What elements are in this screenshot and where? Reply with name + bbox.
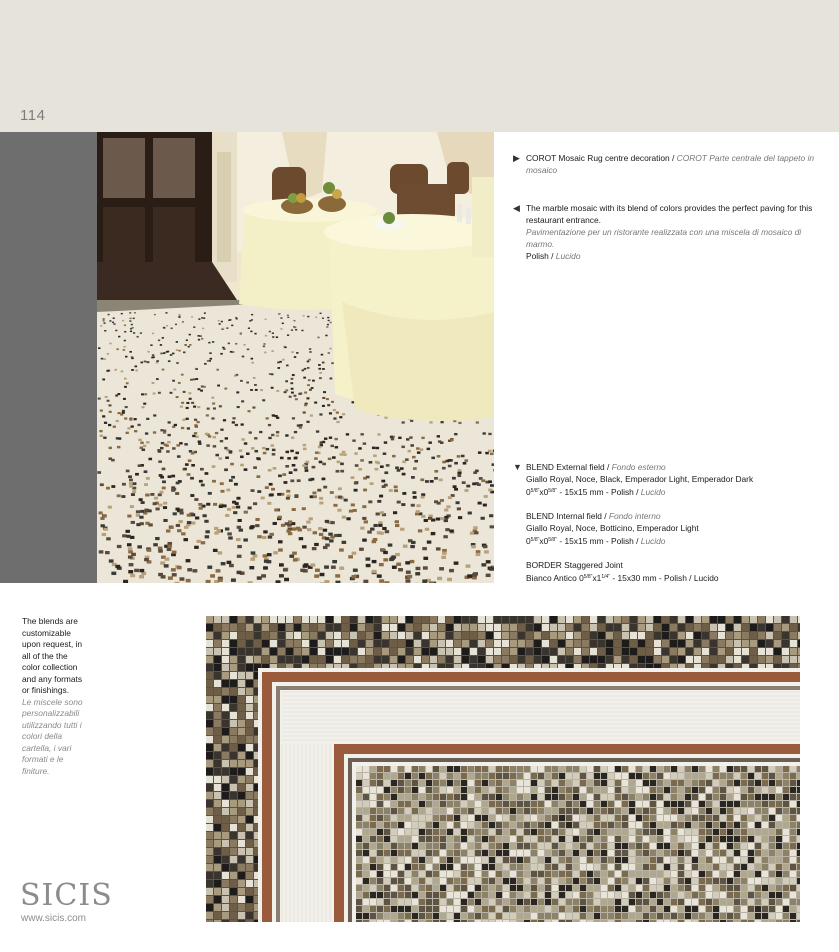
size-sup: 1/4" <box>601 574 611 580</box>
blend-internal-size <box>526 534 816 547</box>
caption-corot <box>513 152 826 176</box>
corot-label-italian: COROT Parte centrale del tappeto in mosaico <box>526 153 814 175</box>
top-band <box>0 0 839 132</box>
border-title: BORDER Staggered Joint <box>526 560 623 570</box>
page-number: 114 <box>20 107 46 124</box>
size-sup: 5/8" <box>583 574 593 580</box>
arrow-right-icon: ▶ <box>513 153 520 163</box>
blend-external-title-italian: Fondo esterno <box>611 462 666 472</box>
size-part: x0 <box>539 536 549 546</box>
side-note <box>22 616 88 777</box>
size-sup: 5/8" <box>548 488 557 494</box>
size-part: x1 <box>592 573 602 583</box>
marble-finish: Polish / <box>526 251 556 261</box>
arrow-left-icon: ◀ <box>513 203 520 213</box>
size-part: - 15x15 mm - Polish / <box>557 487 641 497</box>
blend-internal-title: BLEND Internal field / <box>526 511 609 521</box>
size-sup: 5/8" <box>530 488 540 494</box>
size-part: x0 <box>539 487 549 497</box>
size-sup: 5/8" <box>548 537 557 543</box>
blend-external-colors: Giallo Royal, Noce, Black, Emperador Light, Emperador Dark <box>526 474 754 484</box>
caption-marble <box>513 202 816 262</box>
caption-specs <box>513 461 816 584</box>
gray-side-block <box>0 132 97 583</box>
marble-text: The marble mosaic with its blend of colors provides the perfect paving for this restaurant entrance. <box>526 203 813 225</box>
blend-external-size <box>526 485 816 498</box>
mosaic-detail-photo <box>206 616 800 922</box>
blend-external-title: BLEND External field / <box>526 462 612 472</box>
restaurant-photo <box>97 132 494 583</box>
size-part: Bianco Antico 0 <box>526 573 584 583</box>
border-size <box>526 571 816 584</box>
size-italic: Lucido <box>640 487 666 497</box>
marble-finish-italian: Lucido <box>555 251 581 261</box>
side-note-italian: Le miscele sono personalizzabili utilizzando tutti i colori della cartella, i vari formati e le finiture. <box>22 696 83 776</box>
size-part: 0 <box>526 487 531 497</box>
arrow-down-icon: ▼ <box>513 462 522 472</box>
blend-internal-colors: Giallo Royal, Noce, Botticino, Emperador Light <box>526 523 699 533</box>
marble-text-italian: Pavimentazione per un ristorante realizzata con una miscela di mosaico di marmo. <box>526 227 802 249</box>
size-sup: 5/8" <box>530 537 540 543</box>
side-note-text: The blends are customizable upon request, in all of the the color collection and any formats or finishings. <box>22 616 83 695</box>
size-part: - 15x30 mm - Polish / Lucido <box>610 573 719 583</box>
sicis-logo: SICIS <box>20 878 113 913</box>
blend-internal-title-italian: Fondo interno <box>608 511 661 521</box>
size-part: - 15x15 mm - Polish / <box>557 536 641 546</box>
size-italic: Lucido <box>640 536 666 546</box>
website-url: www.sicis.com <box>21 913 87 924</box>
corot-label: COROT Mosaic Rug centre decoration / <box>526 153 677 163</box>
size-part: 0 <box>526 536 531 546</box>
